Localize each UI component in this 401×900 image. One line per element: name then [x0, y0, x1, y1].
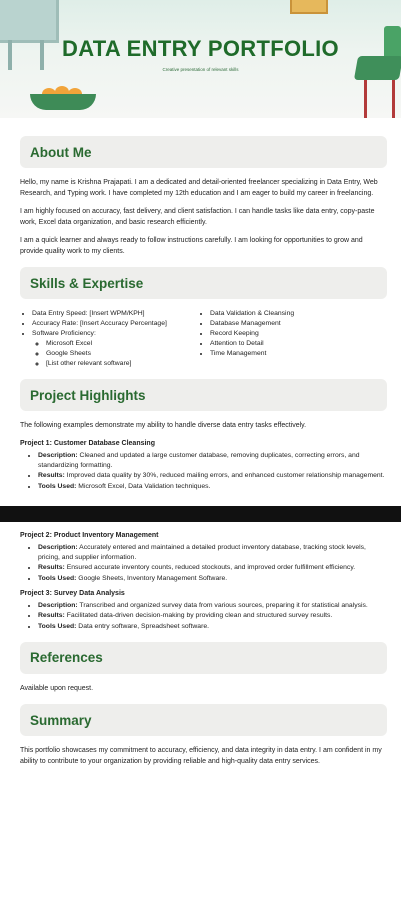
skills-list	[20, 309, 387, 369]
main-content-page-2	[0, 532, 401, 768]
project-results: • Results: Facilitated data-driven decision-making by providing clean and structured survey results.	[38, 611, 387, 621]
page-tagline: Creative presentation of relevant skills	[162, 67, 239, 72]
decor-fruit-bowl	[30, 94, 96, 110]
project-results: • Results: Ensured accurate inventory counts, reduced stockouts, and improved order fulfillment efficiency.	[38, 563, 387, 573]
project-results: • Results: Improved data quality by 30%, reduced mailing errors, and enhanced customer relationship management.	[38, 471, 387, 481]
page-title: DATA ENTRY PORTFOLIO	[62, 36, 339, 61]
about-paragraph: I am a quick learner and always ready to follow instructions carefully. I am looking for opportunities to grow and provide quality work to my clients.	[20, 237, 363, 255]
projects-intro: The following examples demonstrate my ability to handle diverse data entry tasks effectively.	[20, 422, 307, 429]
references-heading: References	[30, 650, 103, 665]
summary-text: This portfolio showcases my commitment to accuracy, efficiency, and data integrity in data entry. I am confident in my ability to contribute to your organization by providing reliable and high-quality data entry services.	[20, 747, 382, 765]
about-section-header	[20, 136, 387, 168]
about-paragraph: I am highly focused on accuracy, fast delivery, and client satisfaction. I can handle tasks like data entry, copy-paste work, Excel data organization, and basic research efficiently.	[20, 208, 375, 226]
skills-column-left	[20, 309, 198, 369]
project-description: • Description: Transcribed and organized survey data from various sources, preparing it for statistical analysis.	[38, 601, 387, 611]
decor-chair-leg	[364, 80, 367, 118]
skill-item	[32, 329, 198, 369]
skill-item: • Time Management	[210, 349, 294, 359]
references-text: Available upon request.	[20, 684, 94, 692]
skill-item: • Data Entry Speed: [Insert WPM/KPH]	[32, 309, 198, 319]
summary-section-header	[20, 704, 387, 736]
software-item: ◦ Microsoft Excel	[46, 339, 198, 349]
header-banner	[0, 0, 401, 118]
skill-item: • Accuracy Rate: [Insert Accuracy Percentage]	[32, 319, 198, 329]
about-heading: About Me	[30, 144, 92, 160]
project-tools: • Tools Used: Google Sheets, Inventory Management Software.	[38, 574, 387, 584]
project-title: Project 3: Survey Data Analysis	[20, 589, 125, 597]
main-content	[0, 118, 401, 492]
skill-item-label: Software Proficiency:	[32, 330, 96, 337]
software-item: ◦ [List other relevant software]	[46, 359, 198, 369]
project-title: Project 1: Customer Database Cleansing	[20, 439, 155, 447]
skill-item: • Attention to Detail	[210, 339, 294, 349]
summary-heading: Summary	[30, 712, 92, 728]
decor-chair-leg	[392, 80, 395, 118]
project-tools: • Tools Used: Microsoft Excel, Data Validation techniques.	[38, 482, 387, 492]
project-description: • Description: Cleaned and updated a large customer database, removing duplicates, correcting errors, and standardizing formatting.	[38, 451, 387, 471]
page-break	[0, 506, 401, 522]
skill-item: • Data Validation & Cleansing	[210, 309, 294, 319]
project-tools: • Tools Used: Data entry software, Spreadsheet software.	[38, 622, 387, 632]
projects-section-header	[20, 379, 387, 411]
about-paragraph: Hello, my name is Krishna Prajapati. I am a dedicated and detail-oriented freelancer specializing in Data Entry, Web Research, and Typing work. I have completed my 12th education and I am eager to build my career in freelancing.	[20, 179, 378, 197]
projects-heading: Project Highlights	[30, 387, 146, 403]
project-1	[20, 440, 387, 492]
references-section-header	[20, 642, 387, 674]
project-2	[20, 532, 387, 584]
software-item: ◦ Google Sheets	[46, 349, 198, 359]
project-title: Project 2: Product Inventory Management	[20, 531, 159, 539]
skill-item: • Database Management	[210, 319, 294, 329]
decor-frame	[290, 0, 328, 14]
skills-heading: Skills & Expertise	[30, 275, 144, 291]
skill-item: • Record Keeping	[210, 329, 294, 339]
skills-column-right	[198, 309, 294, 369]
project-3	[20, 590, 387, 632]
skills-section-header	[20, 267, 387, 299]
project-description: • Description: Accurately entered and maintained a detailed product inventory database, tracking stock levels, pricing, and supplier information.	[38, 543, 387, 563]
